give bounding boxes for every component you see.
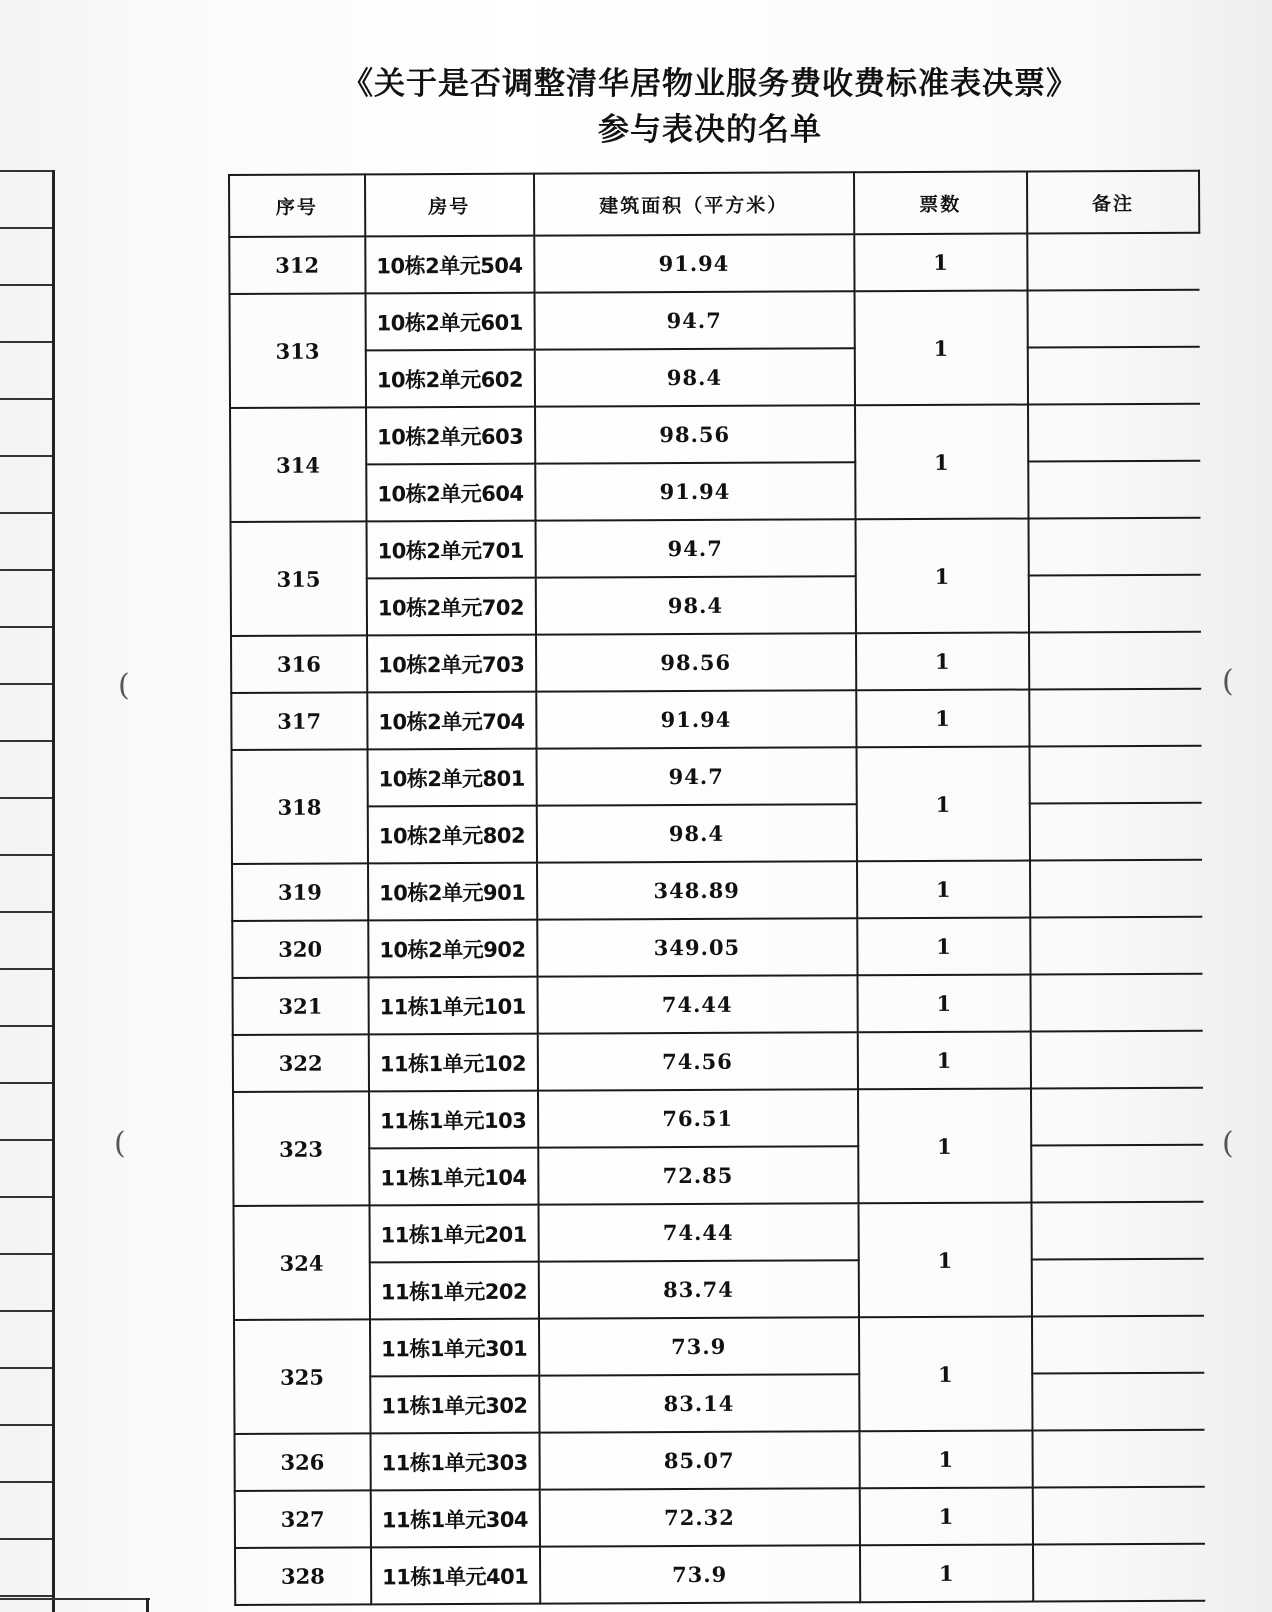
cell-area: 73.9 [539,1317,859,1375]
cell-note [1028,461,1200,519]
cell-seq: 319 [232,863,368,921]
cell-seq: 322 [233,1034,369,1092]
cell-votes: 1 [857,1032,1030,1090]
cell-seq: 318 [232,749,368,864]
previous-page-rule [0,170,52,172]
cell-room: 10栋2单元901 [368,863,537,921]
previous-page-rule [0,1481,52,1483]
previous-page-rule [0,1139,52,1141]
cell-room: 11栋1单元103 [369,1091,538,1149]
cell-note [1031,1145,1203,1203]
previous-page-edge-corner [146,1598,149,1612]
table-row [232,917,1202,978]
cell-area: 83.14 [539,1374,859,1432]
cell-note [1028,518,1200,576]
document-subtitle: 参与表决的名单 [598,112,822,148]
cell-note [1032,1373,1204,1431]
cell-seq: 325 [234,1319,370,1434]
cell-seq: 328 [235,1547,371,1605]
cell-room: 11栋1单元202 [369,1262,538,1320]
cell-area: 74.44 [537,975,857,1033]
cell-seq: 313 [230,293,366,408]
cell-votes: 1 [858,1203,1032,1318]
cell-room: 10栋2单元802 [367,806,536,864]
cell-area: 73.9 [540,1545,860,1603]
cell-room: 10栋2单元902 [368,920,537,978]
cell-note [1030,917,1202,975]
table-row [234,1373,1204,1434]
table-row [231,689,1201,750]
cell-note [1031,1202,1203,1260]
header-votes: 票数 [854,172,1027,235]
header-room: 房号 [365,174,534,237]
cell-note [1027,290,1199,348]
table-row [230,347,1200,408]
previous-page-rule [0,1424,52,1426]
cell-seq: 321 [233,977,369,1035]
scan-mark: ( [114,1126,126,1161]
cell-votes: 1 [854,234,1027,292]
cell-area: 72.32 [539,1488,859,1546]
cell-area: 98.56 [535,405,855,463]
table-header-row [229,171,1199,237]
cell-note [1030,1031,1202,1089]
document-title: 《关于是否调整清华居物业服务费收费标准表决票》 [342,66,1078,102]
scan-mark: ( [118,668,130,703]
previous-page-rule [0,626,52,628]
cell-seq: 314 [230,407,366,522]
table-row [233,1145,1203,1206]
table-row [233,1031,1203,1092]
cell-room: 11栋1单元104 [369,1148,538,1206]
cell-note [1031,1088,1203,1146]
previous-page-rule [0,569,52,571]
cell-area: 98.4 [536,804,856,862]
cell-room: 10栋2单元603 [366,407,535,465]
previous-page-rule [0,512,52,514]
cell-votes: 1 [854,291,1028,406]
table-row [234,1316,1204,1377]
previous-page-rule [0,1253,52,1255]
table-row [230,290,1200,351]
cell-note [1029,575,1201,633]
previous-page-rule [0,1310,52,1312]
cell-room: 10栋2单元704 [367,692,536,750]
table-row [230,404,1200,465]
cell-area: 91.94 [534,234,854,292]
table-row [234,1430,1204,1491]
previous-page-rule [0,1082,52,1084]
cell-votes: 1 [859,1317,1033,1432]
cell-votes: 1 [855,405,1029,520]
cell-room: 10栋2单元504 [365,236,534,294]
previous-page-rule [0,455,52,457]
cell-room: 10栋2单元604 [366,464,535,522]
table-row [232,746,1202,807]
cell-votes: 1 [855,519,1029,634]
previous-page-rule [0,1025,52,1027]
cell-area: 91.94 [535,462,855,520]
cell-area: 94.7 [536,747,856,805]
cell-room: 10栋2单元702 [366,578,535,636]
header-note: 备注 [1027,171,1200,234]
cell-area: 349.05 [537,918,857,976]
cell-room: 10栋2单元703 [367,635,536,693]
table-row [233,1088,1203,1149]
table-row [235,1487,1205,1548]
previous-page-rule [0,1367,52,1369]
cell-room: 10栋2单元602 [365,350,534,408]
scan-mark: ( [1222,1126,1234,1161]
cell-seq: 326 [234,1433,370,1491]
table-body [229,233,1205,1605]
cell-room: 10栋2单元701 [366,521,535,579]
previous-page-rule [0,227,52,229]
cell-area: 74.56 [537,1032,857,1090]
table-row [233,974,1203,1035]
cell-area: 72.85 [538,1146,858,1204]
table-row [231,575,1201,636]
cell-seq: 323 [233,1091,369,1206]
previous-page-rule [0,284,52,286]
cell-seq: 324 [234,1205,370,1320]
cell-room: 11栋1单元301 [369,1319,538,1377]
table-row [232,803,1202,864]
previous-page-rule [0,911,52,913]
cell-votes: 1 [856,690,1029,748]
cell-note [1028,347,1200,405]
cell-area: 98.4 [534,348,854,406]
previous-page-edge-bottom [0,1598,150,1600]
cell-note [1029,746,1201,804]
cell-seq: 320 [232,920,368,978]
cell-note [1028,404,1200,462]
cell-votes: 1 [857,861,1030,919]
previous-page-rule [0,683,52,685]
cell-seq: 317 [231,692,367,750]
cell-votes: 1 [860,1545,1033,1603]
table-row [231,632,1201,693]
cell-seq: 316 [231,635,367,693]
cell-room: 11栋1单元303 [370,1433,539,1491]
previous-page-rule [0,854,52,856]
previous-page-rule [0,797,52,799]
cell-votes: 1 [858,1089,1032,1204]
cell-votes: 1 [857,918,1030,976]
previous-page-rule [0,398,52,400]
previous-page-rule [0,1538,52,1540]
cell-room: 11栋1单元304 [370,1490,539,1548]
cell-note [1027,233,1199,291]
cell-votes: 1 [856,633,1029,691]
cell-note [1032,1487,1204,1545]
cell-room: 10栋2单元601 [365,293,534,351]
cell-votes: 1 [859,1488,1032,1546]
table-row [232,860,1202,921]
cell-room: 11栋1单元101 [368,977,537,1035]
cell-votes: 1 [859,1431,1032,1489]
cell-note [1033,1544,1205,1602]
cell-area: 74.44 [538,1203,858,1261]
table-row [234,1259,1204,1320]
cell-area: 94.7 [535,519,855,577]
cell-note [1029,632,1201,690]
cell-area: 94.7 [534,291,854,349]
cell-room: 11栋1单元102 [368,1034,537,1092]
cell-note [1032,1430,1204,1488]
table-row [234,1202,1204,1263]
cell-area: 83.74 [538,1260,858,1318]
cell-room: 11栋1单元201 [369,1205,538,1263]
voter-list-table [228,170,1206,1606]
previous-page-edge [0,170,55,1612]
table-row [231,518,1201,579]
cell-seq: 327 [235,1490,371,1548]
cell-room: 11栋1单元401 [370,1547,539,1605]
cell-seq: 312 [229,236,365,294]
previous-page-rule [0,1595,52,1597]
cell-note [1030,974,1202,1032]
header-area: 建筑面积（平方米） [534,172,854,235]
cell-note [1032,1316,1204,1374]
cell-votes: 1 [856,747,1030,862]
cell-area: 348.89 [537,861,857,919]
cell-note [1030,860,1202,918]
cell-area: 91.94 [536,690,856,748]
previous-page-rule [0,1196,52,1198]
cell-seq: 315 [231,521,367,636]
cell-area: 98.4 [535,576,855,634]
scan-mark: ( [1222,664,1234,699]
table-row [229,233,1199,294]
cell-area: 76.51 [538,1089,858,1147]
cell-note [1030,803,1202,861]
cell-area: 98.56 [536,633,856,691]
header-seq: 序号 [229,174,365,237]
cell-room: 10栋2单元801 [367,749,536,807]
cell-note [1031,1259,1203,1317]
cell-room: 11栋1单元302 [370,1376,539,1434]
previous-page-rule [0,341,52,343]
previous-page-rule [0,740,52,742]
table-row [230,461,1200,522]
cell-area: 85.07 [539,1431,859,1489]
table-row [235,1544,1205,1605]
cell-votes: 1 [857,975,1030,1033]
cell-note [1029,689,1201,747]
previous-page-rule [0,968,52,970]
